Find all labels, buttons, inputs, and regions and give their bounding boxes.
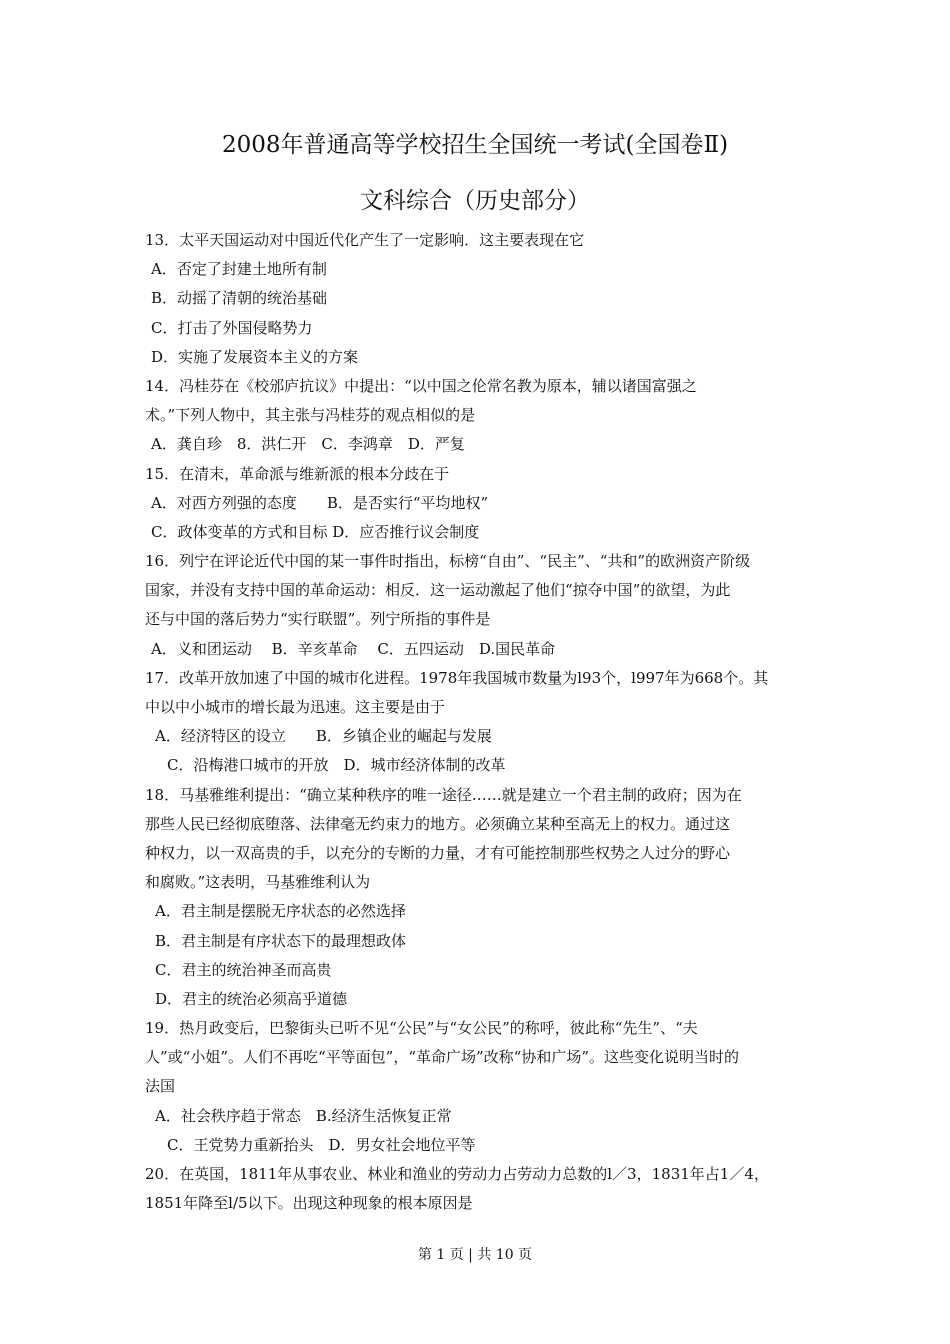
document-body: [145, 226, 815, 1218]
text-line: 18．马基雅维利提出：“确立某种秩序的唯一途径……就是建立一个君主制的政府；因为在: [145, 785, 742, 804]
text-line: 20．在英国，1811年从事农业、林业和渔业的劳动力占劳动力总数的l／3，1831年占1／4，: [145, 1165, 769, 1183]
text-line: 13．太平天国运动对中国近代化产生了一定影响．这主要表现在它: [145, 231, 585, 249]
text-line: 国家，并没有支持中国的革命运动：相反．这一运动激起了他们“掠夺中国”的欲望，为此: [145, 581, 731, 600]
text-line: 人”或“小姐”。人们不再吃“平等面包”，“革命广场”改称“协和广场”。这些变化说明当时的: [145, 1048, 740, 1067]
text-line: A．经济特区的设立 B．乡镇企业的崛起与发展: [155, 727, 492, 746]
text-line: B．君主制是有序状态下的最理想政体: [155, 931, 407, 950]
text-line: A．龚自珍 8．洪仁开 C．李鸿章 D．严复: [151, 435, 465, 454]
text-line: C．打击了外国侵略势力: [151, 318, 313, 337]
text-line: A．义和团运动 B．辛亥革命 C．五四运动 D.国民革命: [151, 639, 556, 658]
text-line: C．沿梅港口城市的开放 D．城市经济体制的改革: [167, 756, 506, 775]
text-line: C．王党势力重新抬头 D．男女社会地位平等: [167, 1135, 476, 1154]
text-line: 术。”下列人物中，其主张与冯桂芬的观点相似的是: [145, 406, 476, 425]
text-line: 还与中国的落后势力“实行联盟”。列宁所指的事件是: [145, 610, 491, 629]
text-line: A．对西方列强的态度 B．是否实行“平均地权”: [151, 493, 489, 512]
text-line: A．否定了封建土地所有制: [151, 260, 327, 279]
page-title: 2008年普通高等学校招生全国统一考试(全国卷Ⅱ): [221, 132, 729, 158]
text-line: 中以中小城市的增长最为迅速。这主要是由于: [145, 698, 446, 716]
text-line: 17．改革开放加速了中国的城市化进程。1978年我国城市数量为l93个，l997年为668个。其: [145, 668, 769, 687]
text-line: A．社会秩序趋于常态 B.经济生活恢复正常: [155, 1106, 452, 1125]
text-line: 15．在清末，革命派与维新派的根本分歧在于: [145, 464, 450, 483]
page-subtitle: 文科综合（历史部分）: [360, 188, 590, 214]
text-line: D．君主的统治必须高乎道德: [155, 989, 348, 1008]
text-line: 14．冯桂芬在《校邠庐抗议》中提出：“以中国之伦常名教为原本，辅以诸国富强之: [145, 376, 697, 395]
text-line: 1851年降至l/5以下。出现这种现象的根本原因是: [145, 1194, 473, 1213]
text-line: 那些人民已经彻底堕落、法律毫无约束力的地方。必须确立某种至高无上的权力。通过这: [145, 814, 731, 833]
text-line: 种权力，以一双高贵的手，以充分的专断的力量，才有可能控制那些权势之人过分的野心: [145, 843, 731, 862]
text-line: A．君主制是摆脱无序状态的必然选择: [155, 902, 406, 921]
text-line: 19．热月政变后，巴黎街头已听不见“公民”与“女公民”的称呼，彼此称“先生”、“夫: [145, 1019, 698, 1038]
text-line: C．政体变革的方式和目标 D．应否推行议会制度: [151, 522, 480, 541]
text-line: 16．列宁在评论近代中国的某一事件时指出，标榜“自由”、“民主”、“共和”的欧洲资产阶级: [145, 552, 751, 571]
page-footer: 第 1 页 | 共 10 页: [417, 1247, 533, 1263]
text-line: C．君主的统治神圣而高贵: [155, 960, 332, 979]
text-line: B．动摇了清朝的统治基础: [151, 289, 328, 308]
text-line: 和腐败。”这表明，马基雅维利认为: [145, 873, 371, 892]
text-line: 法国: [145, 1077, 176, 1096]
text-line: D．实施了发展资本主义的方案: [151, 347, 359, 366]
